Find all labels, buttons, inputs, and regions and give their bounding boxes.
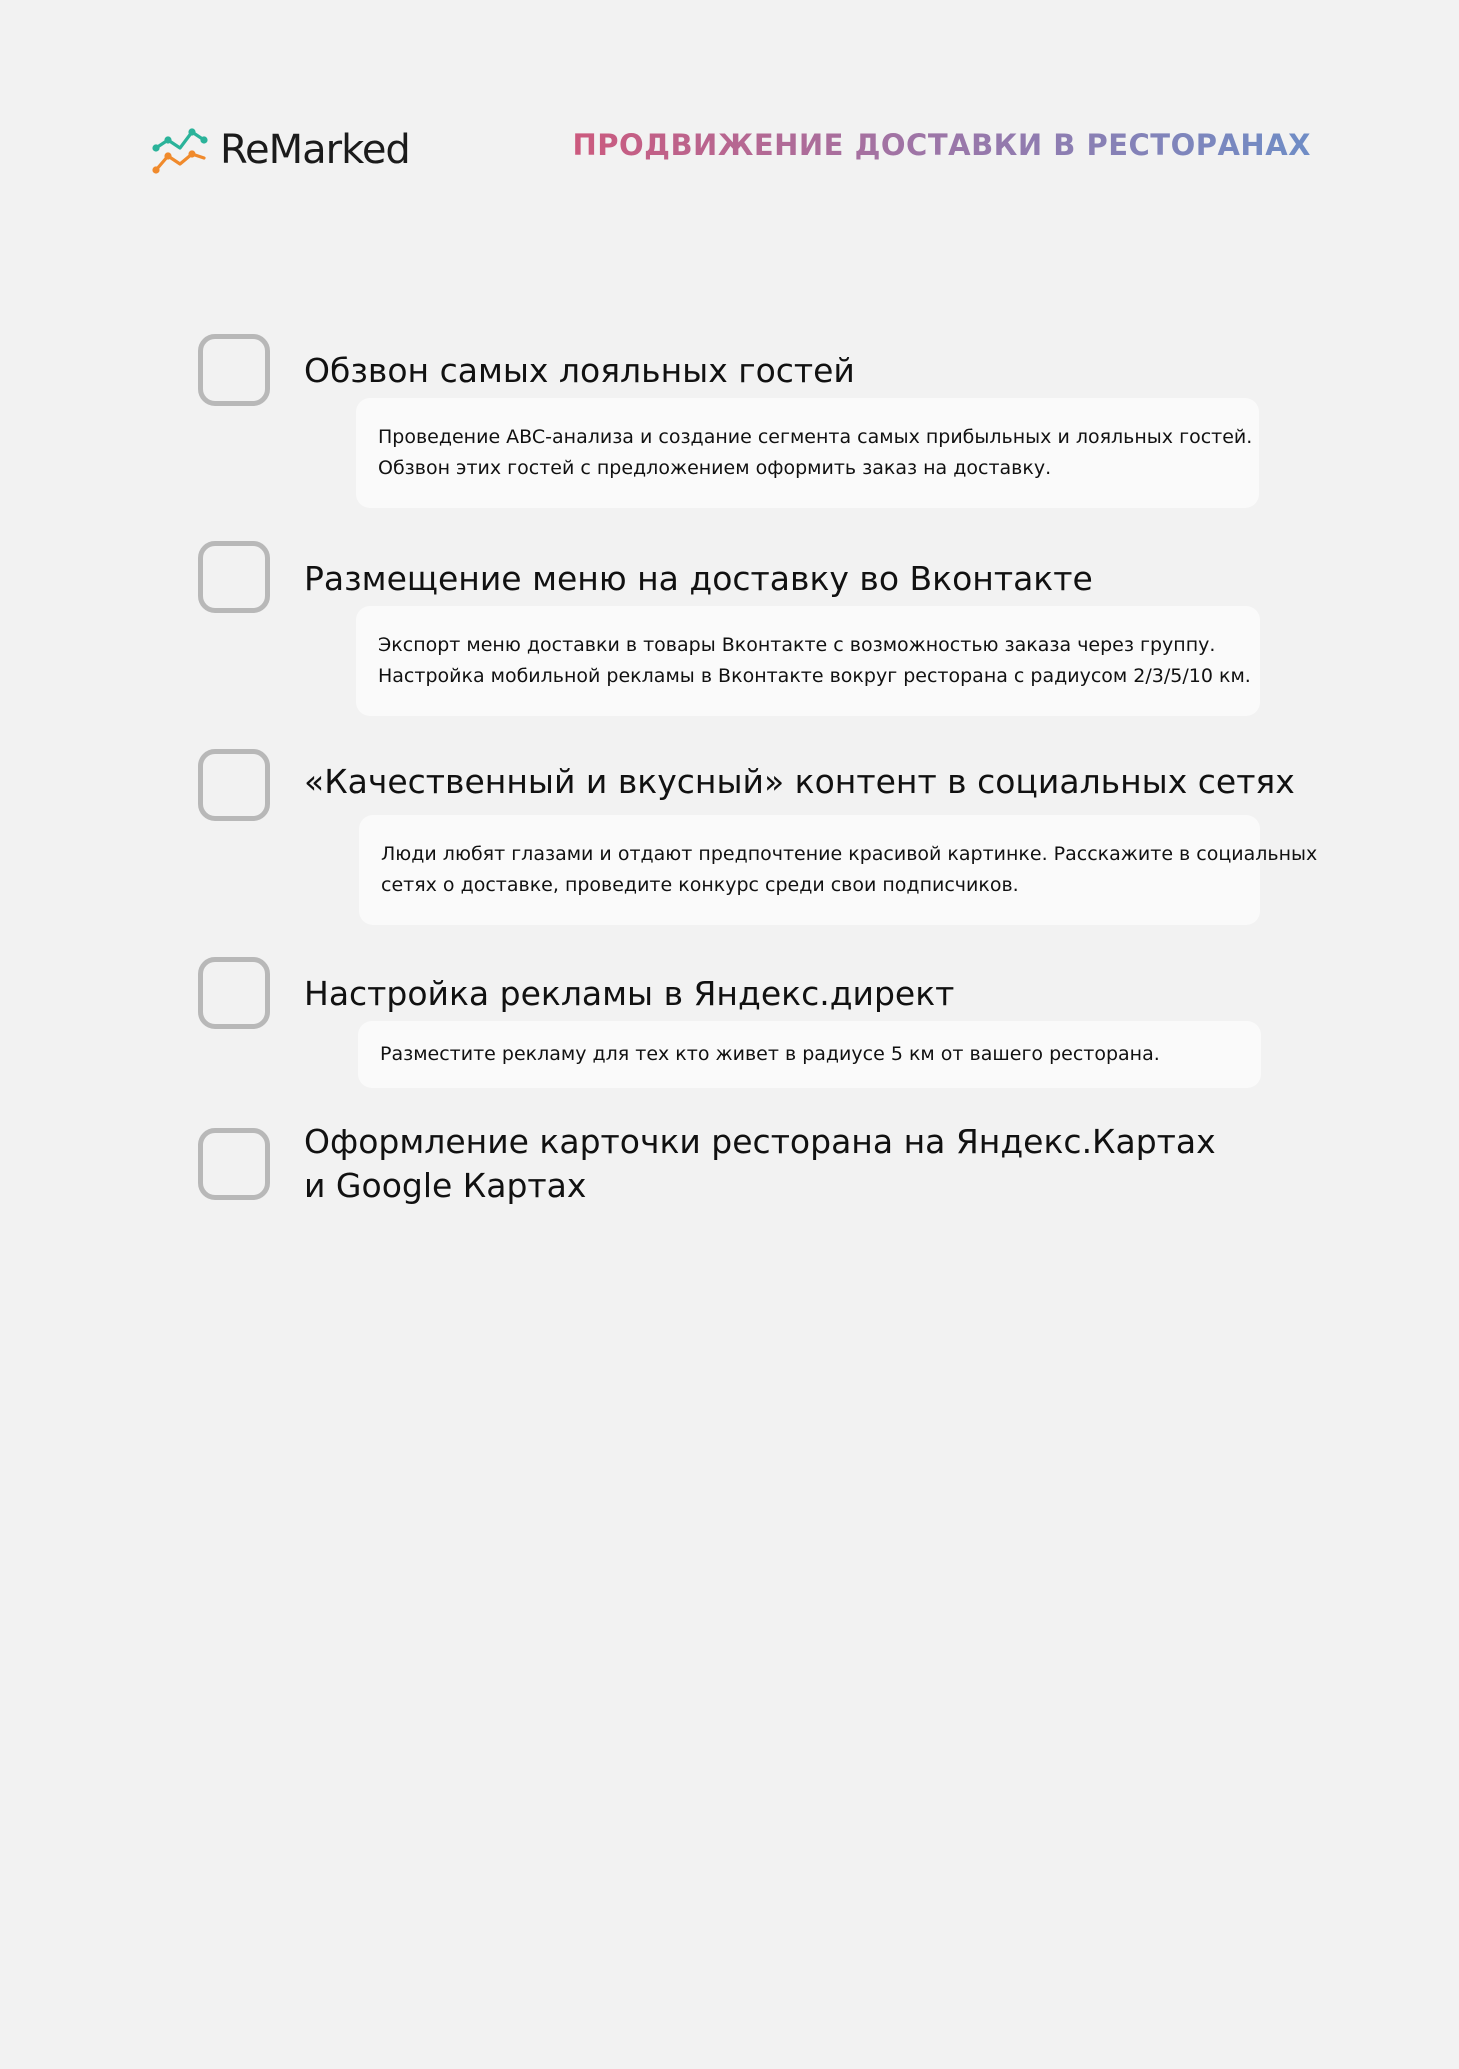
item-title-line: Обзвон самых лояльных гостей	[304, 351, 855, 390]
checkbox[interactable]	[198, 334, 270, 406]
item-title-line: Настройка рекламы в Яндекс.директ	[304, 974, 955, 1013]
item-title	[304, 1120, 1216, 1208]
page-title: ПРОДВИЖЕНИЕ ДОСТАВКИ В РЕСТОРАНАХ	[572, 128, 1311, 162]
checkbox[interactable]	[198, 957, 270, 1029]
checkbox[interactable]	[198, 749, 270, 821]
item-description	[358, 1021, 1261, 1088]
item-title-line: «Качественный и вкусный» контент в социальных сетях	[304, 762, 1295, 801]
item-description	[356, 606, 1260, 716]
item-description-line: Обзвон этих гостей с предложением оформить заказ на доставку.	[378, 457, 1052, 479]
item-title-line: Оформление карточки ресторана на Яндекс.Картах	[304, 1122, 1216, 1161]
item-title-line: Размещение меню на доставку во Вконтакте	[304, 559, 1093, 598]
checkbox[interactable]	[198, 541, 270, 613]
item-description-line: сетях о доставке, проведите конкурс среди свои подписчиков.	[381, 874, 1019, 896]
item-description-line: Люди любят глазами и отдают предпочтение красивой картинке. Расскажите в социальных	[381, 843, 1318, 865]
item-description-line: Настройка мобильной рекламы в Вконтакте вокруг ресторана с радиусом 2/3/5/10 км.	[378, 665, 1251, 687]
item-title	[304, 349, 855, 393]
item-description-line: Экспорт меню доставки в товары Вконтакте с возможностью заказа через группу.	[378, 634, 1216, 656]
item-title	[304, 557, 1093, 601]
checkbox[interactable]	[198, 1128, 270, 1200]
brand-name: ReMarked	[220, 127, 410, 173]
item-description-line: Разместите рекламу для тех кто живет в радиусе 5 км от вашего ресторана.	[380, 1043, 1160, 1065]
item-title-line: и Google Картах	[304, 1166, 587, 1205]
item-description	[356, 398, 1259, 508]
item-title	[304, 972, 954, 1016]
item-description-line: Проведение ABC-анализа и создание сегмента самых прибыльных и лояльных гостей.	[378, 426, 1253, 448]
item-description	[359, 815, 1318, 925]
item-title	[304, 760, 1295, 804]
